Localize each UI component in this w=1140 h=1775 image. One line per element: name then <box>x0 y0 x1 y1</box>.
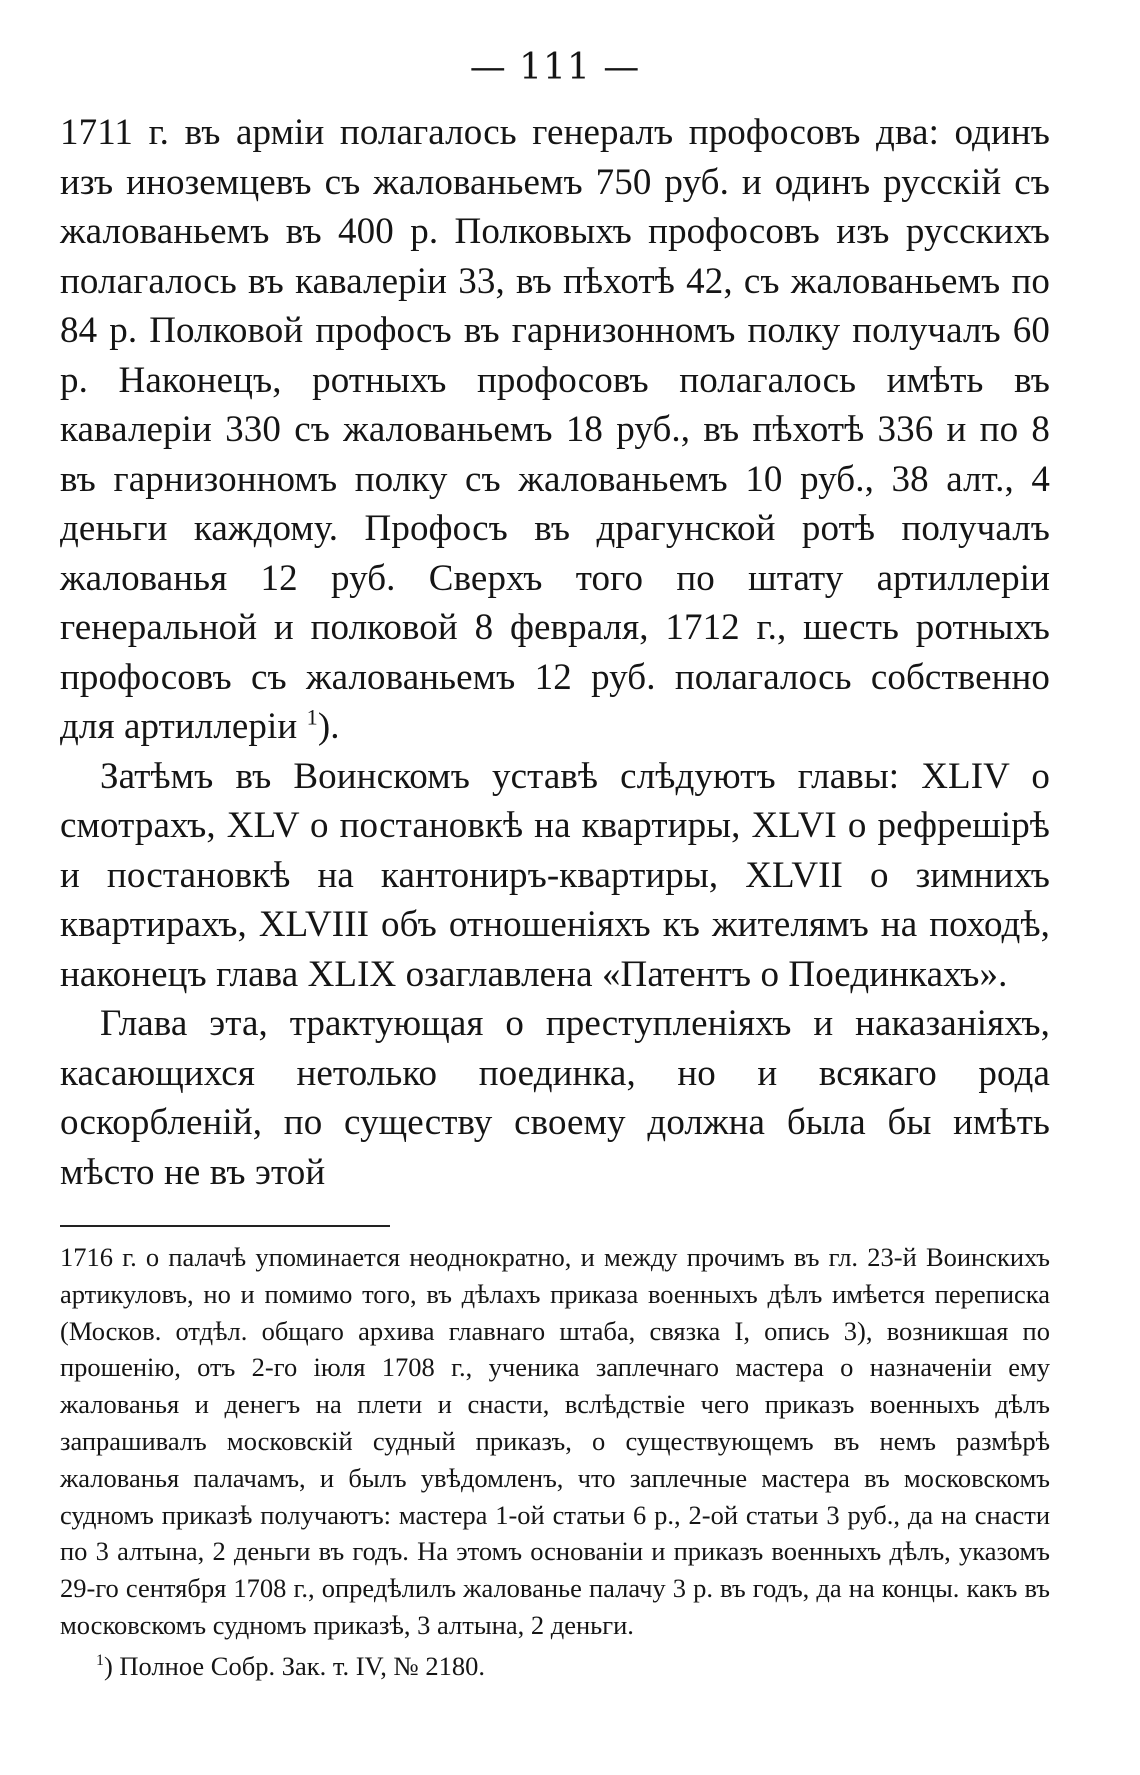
document-page <box>60 38 1050 1685</box>
footnotes <box>60 1239 1050 1685</box>
paragraph-2: Затѣмъ въ Воинскомъ уставѣ слѣдуютъ главы: XLIV о смотрахъ, XLV о постановкѣ на квартиры, XLVI о рефрешірѣ и постановкѣ на кантониръ-квартиры, XLVII о зимнихъ квартирахъ, XLVIII объ отношеніяхъ къ жителямъ на походѣ, наконецъ глава XLIX озаглавлена «Патентъ о Поединкахъ». <box>60 755 1050 995</box>
paragraph-1-text: 1711 г. въ арміи полагалось генералъ профосовъ два: одинъ изъ иноземцевъ съ жалованьемъ 750 руб. и одинъ русскій съ жалованьемъ въ 400 р. Полковыхъ профосовъ изъ русскихъ полагалось въ кавалеріи 33, въ пѣхотѣ 42, съ жалованьемъ по 84 р. Полковой профосъ въ гарнизонномъ полку получалъ 60 р. Наконецъ, ротныхъ профосовъ полагалось имѣть въ кавалеріи 330 съ жалованьемъ 18 руб., въ пѣхотѣ 336 и по 8 въ гарнизонномъ полку съ жалованьемъ 10 руб., 38 алт., 4 деньги каждому. Профосъ въ драгунской ротѣ получалъ жалованья 12 руб. Сверхъ того по штату артиллеріи генеральной и полковой 8 февраля, 1712 г., шесть ротныхъ профосовъ съ жалованьемъ 12 руб. полагалось собственно для артиллеріи <box>60 112 1050 747</box>
footnote-divider <box>60 1225 390 1227</box>
footnote-marker-1: 1 <box>306 704 318 730</box>
footnote-1 <box>60 1648 1050 1685</box>
paragraph-1-end: ). <box>317 706 340 747</box>
paragraph-1 <box>60 108 1050 752</box>
footnote-continued: 1716 г. о палачѣ упоминается неоднократно, и между прочимъ въ гл. 23-й Воинскихъ артикуловъ, но и помимо того, въ дѣлахъ приказа военныхъ дѣлъ имѣется переписка (Москов. отдѣл. общаго архива главнаго штаба, связка I, опись 3), возникшая по прошенію, отъ 2-го іюля 1708 г., ученика заплечнаго мастера о назначеніи ему жалованья и денегъ на плети и снасти, вслѣдствіе чего приказъ военныхъ дѣлъ запрашивалъ московскій судный приказъ, о существующемъ въ немъ размѣрѣ жалованья палачамъ, и былъ увѣдомленъ, что заплечные мастера въ московскомъ судномъ приказѣ получаютъ: мастера 1-ой статьи 6 р., 2-ой статьи 3 руб., да на снасти по 3 алтына, 2 деньги въ годъ. На этомъ основаніи и приказъ военныхъ дѣлъ, указомъ 29-го сентября 1708 г., опредѣлилъ жалованье палачу 3 р. въ годъ, да на концы. какъ въ московскомъ судномъ приказѣ, 3 алтына, 2 деньги. <box>60 1242 1050 1640</box>
main-text <box>60 108 1050 1197</box>
paragraph-3: Глава эта, трактующая о преступленіяхъ и наказаніяхъ, касающихся нетолько поединка, но и всякаго рода оскорбленій, по существу своему должна была бы имѣть мѣсто не въ этой <box>60 1003 1050 1193</box>
page-number: — 111 — <box>469 47 641 88</box>
footnote-1-marker: 1 <box>96 1651 104 1669</box>
footnote-1-text: ) Полное Собр. Зак. т. IV, № 2180. <box>103 1650 486 1681</box>
